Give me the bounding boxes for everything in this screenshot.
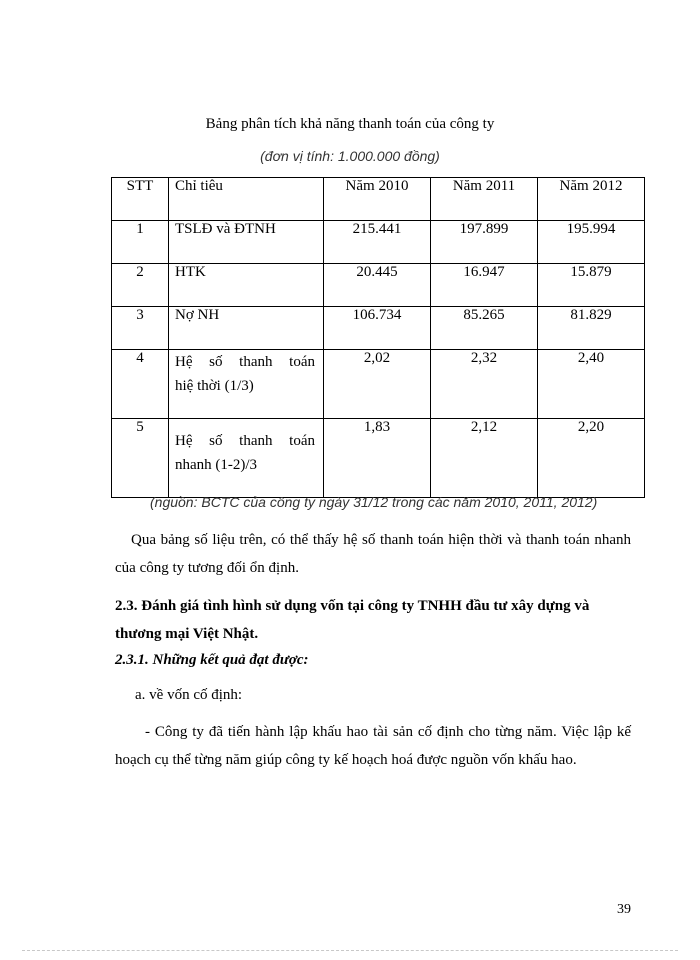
value-2010: 215.441 — [324, 221, 431, 264]
indicator-line-2: nhanh (1-2)/3 — [175, 457, 258, 473]
row-indicator — [169, 419, 324, 498]
value-2011: 2,32 — [431, 350, 538, 419]
value-2012: 2,40 — [538, 350, 645, 419]
value-2011: 2,12 — [431, 419, 538, 498]
paragraph-depreciation: - Công ty đã tiến hành lập khấu hao tài sản cố định cho từng năm. Việc lập kế hoạch cụ thể từng năm giúp công ty kế hoạch hoá được nguồn vốn khấu hao. — [115, 724, 631, 768]
header-2010: Năm 2010 — [324, 178, 431, 221]
value-2011: 16.947 — [431, 264, 538, 307]
row-stt: 1 — [112, 221, 169, 264]
value-2012: 15.879 — [538, 264, 645, 307]
indicator-line-1: Hệ số thanh toán — [175, 354, 315, 370]
table-row — [112, 264, 645, 307]
value-2012: 81.829 — [538, 307, 645, 350]
page-number: 39 — [617, 902, 631, 917]
row-stt: 4 — [112, 350, 169, 419]
header-stt: STT — [112, 178, 169, 221]
row-stt: 5 — [112, 419, 169, 498]
value-2010: 106.734 — [324, 307, 431, 350]
unit-note: (đơn vị tính: 1.000.000 đồng) — [260, 148, 440, 164]
table-header-row — [112, 178, 645, 221]
row-stt: 2 — [112, 264, 169, 307]
value-2010: 2,02 — [324, 350, 431, 419]
paragraph-conclusion: Qua bảng số liệu trên, có thể thấy hệ số thanh toán hiện thời và thanh toán nhanh của công ty tương đối ổn định. — [115, 532, 631, 576]
row-indicator — [169, 350, 324, 419]
table-row — [112, 350, 645, 419]
row-stt: 3 — [112, 307, 169, 350]
source-note: (nguồn: BCTC của công ty ngày 31/12 trong các năm 2010, 2011, 2012) — [150, 494, 598, 510]
value-2012: 2,20 — [538, 419, 645, 498]
value-2010: 20.445 — [324, 264, 431, 307]
row-indicator: HTK — [169, 264, 324, 307]
row-indicator: Nợ NH — [169, 307, 324, 350]
value-2011: 85.265 — [431, 307, 538, 350]
subsection-a: a. về vốn cố định: — [135, 687, 243, 703]
table-row — [112, 221, 645, 264]
section-heading-2-3-1: 2.3.1. Những kết quả đạt được: — [115, 652, 309, 668]
table-row — [112, 419, 645, 498]
row-indicator: TSLĐ và ĐTNH — [169, 221, 324, 264]
indicator-line-2: hiệ thời (1/3) — [175, 378, 254, 394]
liquidity-table — [111, 177, 645, 498]
section-heading-2-3: 2.3. Đánh giá tình hình sử dụng vốn tại công ty TNHH đầu tư xây dựng và thương mại Việt Nhật. — [115, 598, 590, 642]
value-2012: 195.994 — [538, 221, 645, 264]
value-2010: 1,83 — [324, 419, 431, 498]
page-bottom-divider — [22, 950, 678, 951]
header-indicator: Chỉ tiêu — [169, 178, 324, 221]
value-2011: 197.899 — [431, 221, 538, 264]
indicator-line-1: Hệ số thanh toán — [175, 433, 315, 449]
header-2012: Năm 2012 — [538, 178, 645, 221]
table-row — [112, 307, 645, 350]
table-title: Bảng phân tích khả năng thanh toán của công ty — [205, 116, 495, 132]
header-2011: Năm 2011 — [431, 178, 538, 221]
